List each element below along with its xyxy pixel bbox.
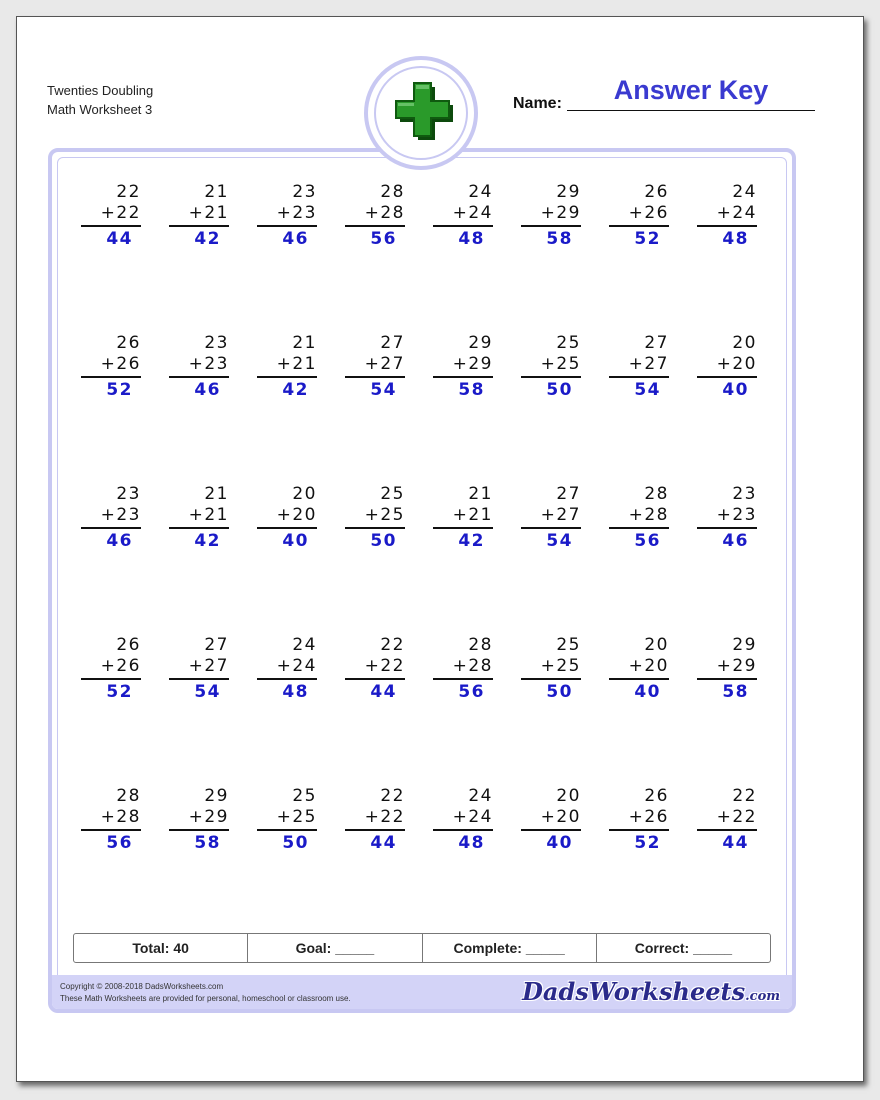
top-addend: 25 (556, 635, 581, 655)
top-addend: 24 (732, 182, 757, 202)
addition-problem (257, 786, 317, 855)
top-addend: 26 (644, 182, 669, 202)
bottom-addend: +20 (521, 807, 581, 831)
addition-problem (521, 635, 581, 704)
bottom-addend: +21 (169, 203, 229, 227)
top-addend: 26 (644, 786, 669, 806)
answer: 56 (458, 682, 485, 702)
bottom-addend: +27 (521, 505, 581, 529)
answer: 48 (458, 229, 485, 249)
top-addend: 28 (468, 635, 493, 655)
bottom-addend: +26 (81, 656, 141, 680)
top-addend: 25 (556, 333, 581, 353)
top-addend: 23 (292, 182, 317, 202)
addition-problem (433, 786, 493, 855)
copyright-text (60, 981, 351, 1005)
bottom-addend: +23 (169, 354, 229, 378)
answer: 54 (194, 682, 221, 702)
bottom-addend: +23 (257, 203, 317, 227)
answer: 50 (282, 833, 309, 853)
top-addend: 22 (380, 635, 405, 655)
bottom-addend: +27 (609, 354, 669, 378)
brand-logo (522, 977, 780, 1006)
answer: 58 (722, 682, 749, 702)
bottom-addend: +20 (257, 505, 317, 529)
answer: 40 (282, 531, 309, 551)
addition-problem (697, 333, 757, 402)
top-addend: 26 (116, 333, 141, 353)
addition-problem (345, 635, 405, 704)
bottom-addend: +25 (345, 505, 405, 529)
answer: 40 (546, 833, 573, 853)
answer: 48 (722, 229, 749, 249)
plus-logo (364, 56, 478, 170)
answer: 52 (106, 380, 133, 400)
top-addend: 20 (732, 333, 757, 353)
top-addend: 23 (116, 484, 141, 504)
addition-problem (345, 484, 405, 553)
addition-problem (609, 182, 669, 251)
answer-key-text: Answer Key (613, 75, 769, 105)
top-addend: 28 (380, 182, 405, 202)
addition-problem (697, 786, 757, 855)
answer: 56 (106, 833, 133, 853)
answer: 52 (634, 229, 661, 249)
addition-problem (609, 635, 669, 704)
answer: 46 (282, 229, 309, 249)
bottom-addend: +26 (609, 203, 669, 227)
bottom-addend: +28 (81, 807, 141, 831)
addition-problem (257, 484, 317, 553)
answer: 52 (634, 833, 661, 853)
answer: 42 (458, 531, 485, 551)
bottom-addend: +24 (433, 807, 493, 831)
top-addend: 22 (116, 182, 141, 202)
answer: 54 (634, 380, 661, 400)
addition-problem (433, 635, 493, 704)
answer: 56 (370, 229, 397, 249)
addition-problem (257, 635, 317, 704)
answer: 50 (546, 380, 573, 400)
problem-row (81, 182, 785, 262)
problem-row (81, 333, 785, 413)
top-addend: 27 (204, 635, 229, 655)
answer: 42 (194, 229, 221, 249)
top-addend: 25 (380, 484, 405, 504)
answer: 44 (370, 833, 397, 853)
brand-name: DadsWorksheets (522, 977, 746, 1006)
bottom-addend: +23 (81, 505, 141, 529)
addition-problem (345, 786, 405, 855)
bottom-addend: +29 (433, 354, 493, 378)
answer: 58 (194, 833, 221, 853)
addition-problem (345, 182, 405, 251)
top-addend: 21 (292, 333, 317, 353)
bottom-addend: +29 (169, 807, 229, 831)
top-addend: 29 (732, 635, 757, 655)
addition-problem (81, 484, 141, 553)
bottom-addend: +22 (345, 807, 405, 831)
bottom-addend: +27 (345, 354, 405, 378)
addition-problem (81, 333, 141, 402)
bottom-addend: +21 (433, 505, 493, 529)
addition-problem (81, 786, 141, 855)
top-addend: 29 (556, 182, 581, 202)
bottom-addend: +22 (697, 807, 757, 831)
answer: 56 (634, 531, 661, 551)
score-correct: Correct: _____ (634, 940, 733, 956)
addition-problem (521, 484, 581, 553)
bottom-addend: +21 (257, 354, 317, 378)
answer: 48 (458, 833, 485, 853)
problems-grid (81, 182, 785, 902)
addition-problem (169, 333, 229, 402)
score-goal: Goal: _____ (248, 934, 422, 962)
bottom-addend: +21 (169, 505, 229, 529)
title-line-2: Math Worksheet 3 (47, 102, 153, 117)
bottom-addend: +24 (697, 203, 757, 227)
bottom-addend: +25 (521, 656, 581, 680)
bottom-addend: +20 (609, 656, 669, 680)
addition-problem (257, 333, 317, 402)
bottom-addend: +22 (345, 656, 405, 680)
top-addend: 25 (292, 786, 317, 806)
answer: 44 (106, 229, 133, 249)
bottom-addend: +24 (433, 203, 493, 227)
addition-problem (609, 786, 669, 855)
name-line (567, 110, 815, 111)
top-addend: 20 (292, 484, 317, 504)
answer: 58 (458, 380, 485, 400)
addition-problem (81, 182, 141, 251)
title-line-1: Twenties Doubling (47, 83, 154, 98)
top-addend: 29 (204, 786, 229, 806)
top-addend: 28 (116, 786, 141, 806)
score-complete: Complete: _____ (423, 934, 597, 962)
answer: 50 (370, 531, 397, 551)
addition-problem (169, 182, 229, 251)
answer: 42 (282, 380, 309, 400)
answer: 44 (722, 833, 749, 853)
answer: 40 (634, 682, 661, 702)
answer: 52 (106, 682, 133, 702)
top-addend: 20 (556, 786, 581, 806)
top-addend: 22 (380, 786, 405, 806)
bottom-addend: +27 (169, 656, 229, 680)
bottom-addend: +29 (521, 203, 581, 227)
top-addend: 21 (204, 182, 229, 202)
addition-problem (697, 484, 757, 553)
addition-problem (169, 635, 229, 704)
addition-problem (697, 635, 757, 704)
score-total: Total: 40 (74, 934, 248, 962)
top-addend: 21 (468, 484, 493, 504)
bottom-addend: +28 (345, 203, 405, 227)
answer: 42 (194, 531, 221, 551)
top-addend: 23 (732, 484, 757, 504)
addition-problem (81, 635, 141, 704)
addition-problem (345, 333, 405, 402)
bottom-addend: +28 (433, 656, 493, 680)
addition-problem (433, 182, 493, 251)
top-addend: 21 (204, 484, 229, 504)
top-addend: 24 (468, 786, 493, 806)
top-addend: 22 (732, 786, 757, 806)
top-addend: 26 (116, 635, 141, 655)
top-addend: 24 (292, 635, 317, 655)
bottom-addend: +25 (257, 807, 317, 831)
addition-problem (257, 182, 317, 251)
addition-problem (521, 182, 581, 251)
answer: 40 (722, 380, 749, 400)
bottom-addend: +23 (697, 505, 757, 529)
copyright-line: Copyright © 2008-2018 DadsWorksheets.com (60, 982, 224, 991)
answer: 54 (546, 531, 573, 551)
answer: 46 (106, 531, 133, 551)
bottom-addend: +20 (697, 354, 757, 378)
bottom-addend: +28 (609, 505, 669, 529)
top-addend: 23 (204, 333, 229, 353)
addition-problem (521, 333, 581, 402)
answer: 54 (370, 380, 397, 400)
addition-problem (521, 786, 581, 855)
brand-suffix: .com (745, 989, 780, 1004)
top-addend: 27 (380, 333, 405, 353)
bottom-addend: +26 (81, 354, 141, 378)
answer: 48 (282, 682, 309, 702)
bottom-addend: +22 (81, 203, 141, 227)
problem-row (81, 635, 785, 715)
bottom-addend: +24 (257, 656, 317, 680)
name-label: Name: (513, 95, 562, 112)
answer: 46 (194, 380, 221, 400)
top-addend: 24 (468, 182, 493, 202)
worksheet-title (47, 81, 153, 119)
bottom-addend: +25 (521, 354, 581, 378)
usage-line: These Math Worksheets are provided for personal, homeschool or classroom use. (60, 994, 351, 1003)
bottom-addend: +29 (697, 656, 757, 680)
score-bar (73, 933, 771, 963)
addition-problem (169, 484, 229, 553)
addition-problem (609, 333, 669, 402)
answer: 44 (370, 682, 397, 702)
answer: 50 (546, 682, 573, 702)
top-addend: 27 (556, 484, 581, 504)
addition-problem (609, 484, 669, 553)
addition-problem (697, 182, 757, 251)
top-addend: 27 (644, 333, 669, 353)
top-addend: 29 (468, 333, 493, 353)
addition-problem (169, 786, 229, 855)
answer: 58 (546, 229, 573, 249)
footer (52, 975, 792, 1009)
top-addend: 20 (644, 635, 669, 655)
bottom-addend: +26 (609, 807, 669, 831)
answer: 46 (722, 531, 749, 551)
problem-row (81, 786, 785, 866)
top-addend: 28 (644, 484, 669, 504)
addition-problem (433, 484, 493, 553)
addition-problem (433, 333, 493, 402)
problem-row (81, 484, 785, 564)
